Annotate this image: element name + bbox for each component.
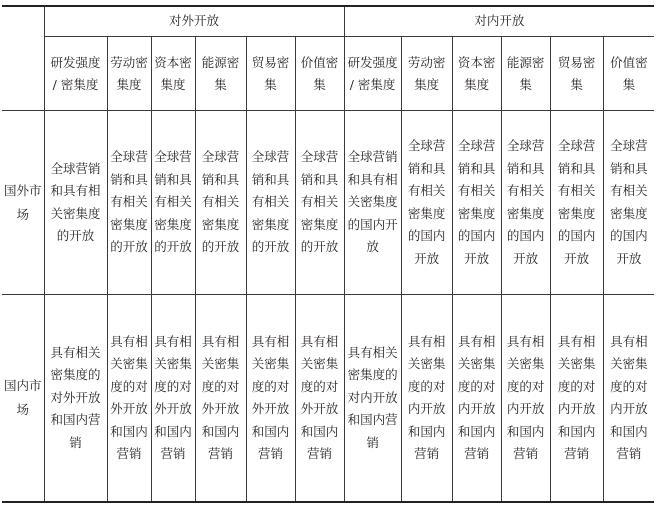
table-row: [2, 111, 654, 295]
openness-matrix-table: [2, 5, 654, 503]
column-header-outward-capital: 资本密集度: [151, 37, 195, 111]
table-cell: 全球营销和具有相关密集度的国内开放: [550, 111, 603, 295]
table-cell: 具有相关密集度的对外开放和国内营销: [107, 295, 151, 503]
table-cell: 具有相关密集度的对内开放和国内营销: [501, 295, 550, 503]
table-cell: 全球营销和具有相关密集度的国内开放: [344, 111, 401, 295]
table-cell: 全球营销和具有相关密集度的国内开放: [401, 111, 452, 295]
table-cell: 全球营销和具有相关密集度的国内开放: [501, 111, 550, 295]
column-header-inward-capital: 资本密集度: [452, 37, 501, 111]
table-cell: 具有相关密集度的对内开放和国内营销: [550, 295, 603, 503]
group-header-outward: 对外开放: [44, 6, 344, 37]
table-row: [2, 295, 654, 503]
column-header-inward-rd: 研发强度 / 密集度: [344, 37, 401, 111]
table-cell: 全球营销和具有相关密集度的开放: [151, 111, 195, 295]
table-cell: 全球营销和具有相关密集度的开放: [44, 111, 107, 295]
column-header-outward-rd: 研发强度 / 密集度: [44, 37, 107, 111]
column-header-inward-value: 价值密集: [603, 37, 654, 111]
table-cell: 全球营销和具有相关密集度的国内开放: [452, 111, 501, 295]
group-header-inward: 对内开放: [344, 6, 654, 37]
table-cell: 全球营销和具有相关密集度的开放: [295, 111, 344, 295]
table-cell: 具有相关密集度的对外开放和国内营销: [44, 295, 107, 503]
table-cell: 具有相关密集度的对外开放和国内营销: [195, 295, 246, 503]
table-cell: 具有相关密集度的对外开放和国内营销: [295, 295, 344, 503]
row-header-domestic-market: 国内市场: [2, 295, 44, 503]
row-header-foreign-market: 国外市场: [2, 111, 44, 295]
table-cell: 具有相关密集度的对内开放和国内营销: [401, 295, 452, 503]
column-header-inward-labor: 劳动密集度: [401, 37, 452, 111]
table-cell: 全球营销和具有相关密集度的开放: [195, 111, 246, 295]
column-header-inward-trade: 贸易密集: [550, 37, 603, 111]
table-cell: 具有相关密集度的对外开放和国内营销: [246, 295, 295, 503]
corner-cell: [2, 6, 44, 111]
table-cell: 具有相关密集度的对内开放和国内营销: [603, 295, 654, 503]
table-cell: 具有相关密集度的对外开放和国内营销: [151, 295, 195, 503]
column-header-outward-labor: 劳动密集度: [107, 37, 151, 111]
table-cell: 全球营销和具有相关密集度的国内开放: [603, 111, 654, 295]
column-header-inward-energy: 能源密集: [501, 37, 550, 111]
table-cell: 全球营销和具有相关密集度的开放: [246, 111, 295, 295]
table-cell: 具有相关密集度的对内开放和国内营销: [344, 295, 401, 503]
column-header-outward-energy: 能源密集: [195, 37, 246, 111]
table-cell: 全球营销和具有相关密集度的开放: [107, 111, 151, 295]
table-cell: 具有相关密集度的对内开放和国内营销: [452, 295, 501, 503]
column-header-outward-value: 价值密集: [295, 37, 344, 111]
column-header-outward-trade: 贸易密集: [246, 37, 295, 111]
